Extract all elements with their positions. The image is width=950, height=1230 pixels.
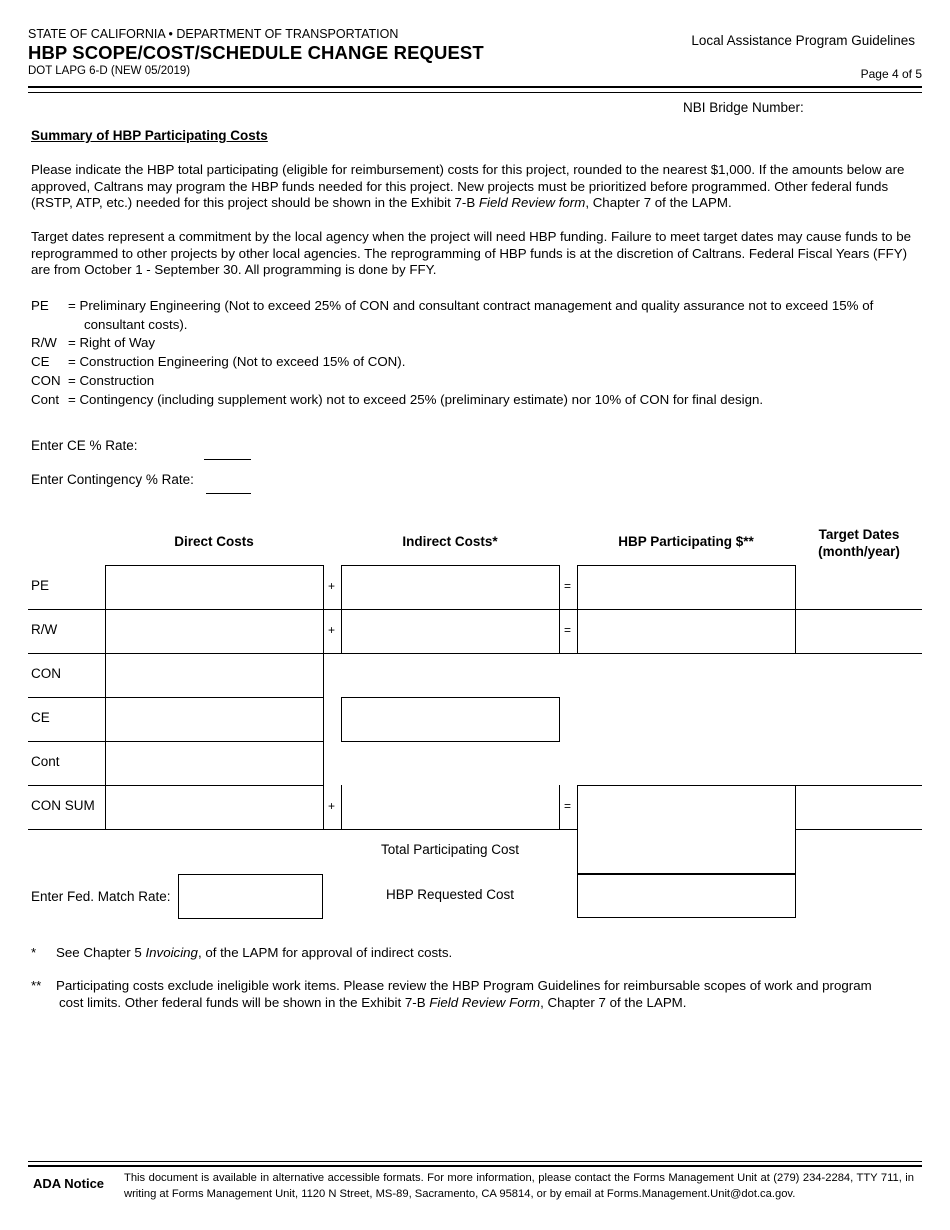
pe-direct-cost-field[interactable]	[106, 566, 323, 609]
con-sum-hbp-participating-field[interactable]	[578, 786, 795, 829]
indirect-costs-header: Indirect Costs*	[402, 534, 498, 549]
ce-indirect-cost-field[interactable]	[341, 697, 560, 742]
rw-target-date-field[interactable]	[796, 610, 922, 653]
header-rule-thick	[28, 86, 922, 88]
hbp-requested-cost-field[interactable]	[577, 873, 796, 918]
nbi-bridge-number-label: NBI Bridge Number:	[683, 100, 804, 115]
fed-match-rate-label: Enter Fed. Match Rate:	[31, 889, 171, 904]
definition-pe-continued: consultant costs).	[84, 316, 188, 332]
page-number: Page 4 of 5	[860, 67, 922, 81]
plus-sign: +	[328, 799, 336, 813]
contingency-rate-label: Enter Contingency % Rate:	[31, 472, 194, 487]
contingency-rate-field[interactable]	[206, 493, 251, 494]
column-line-direct-right	[323, 565, 324, 829]
agency-name: STATE OF CALIFORNIA • DEPARTMENT OF TRANSPORTATION	[28, 27, 399, 41]
definition-cont: Cont = Contingency (including supplement work) not to exceed 25% (preliminary estimate) nor 10% of CON for final design.	[31, 391, 764, 407]
ada-notice-text: This document is available in alternative accessible formats. For more information, please contact the Forms Management Unit at (279) 234-2284, TTY 711, in writing at Forms Management Unit, 1120 N Street, MS-89, Sacramento, CA 95814, or by email at Forms.Management.Unit@dot.ca.gov.	[124, 1172, 914, 1200]
row-label-con-sum: CON SUM	[31, 798, 95, 813]
header-rule-thin	[28, 92, 922, 93]
equals-sign: =	[564, 623, 572, 637]
footer-rule-thin	[28, 1161, 922, 1162]
plus-sign: +	[328, 623, 336, 637]
section-title: Summary of HBP Participating Costs	[31, 128, 268, 143]
ce-rate-label: Enter CE % Rate:	[31, 438, 138, 453]
form-title: HBP SCOPE/COST/SCHEDULE CHANGE REQUEST	[28, 42, 484, 63]
footnote-indirect-costs: * See Chapter 5 Invoicing, of the LAPM for approval of indirect costs.	[31, 945, 453, 960]
ada-notice-title: ADA Notice	[33, 1176, 105, 1191]
equals-sign: =	[564, 799, 572, 813]
equals-sign: =	[564, 579, 572, 593]
pe-target-date-field[interactable]	[796, 566, 922, 609]
con-sum-indirect-cost-field[interactable]	[342, 786, 559, 829]
hbp-requested-cost-label: HBP Requested Cost	[385, 887, 515, 902]
total-participating-cost-label: Total Participating Cost	[380, 842, 520, 857]
column-line-indirect-right	[559, 565, 560, 653]
total-participating-cost-field[interactable]	[577, 829, 796, 875]
row-label-cont: Cont	[31, 754, 60, 769]
definition-ce: CE = Construction Engineering (Not to exceed 15% of CON).	[31, 354, 406, 370]
row-label-pe: PE	[31, 578, 50, 593]
target-dates-header: Target Dates (month/year)	[818, 527, 900, 559]
footer-rule-thick	[28, 1165, 922, 1167]
hbp-participating-header: HBP Participating $**	[618, 534, 754, 549]
guidelines-label: Local Assistance Program Guidelines	[691, 33, 915, 48]
pe-hbp-participating-field[interactable]	[578, 566, 795, 609]
target-dates-paragraph: Target dates represent a commitment by the local agency when the project will need HBP funding. Failure to meet target dates may cause funds to be reprogrammed to other projects by other local agencies. The reprogramming of HBP funds is at the discretion of Caltrans. Federal Fiscal Years (FFY) are from October 1 - September 30. All programming is done by FFY.	[31, 229, 912, 278]
con-sum-direct-cost-field[interactable]	[106, 786, 323, 829]
form-code: DOT LAPG 6-D (NEW 05/2019)	[28, 65, 191, 77]
rw-hbp-participating-field[interactable]	[578, 610, 795, 653]
definition-rw: R/W = Right of Way	[31, 335, 156, 351]
rw-indirect-cost-field[interactable]	[342, 610, 559, 653]
definition-pe: PE = Preliminary Engineering (Not to exceed 25% of CON and consultant contract management and quality assurance not to exceed 15% of	[31, 298, 874, 313]
ce-direct-cost-field[interactable]	[106, 698, 323, 741]
definitions-list	[31, 297, 921, 409]
row-label-rw: R/W	[31, 622, 58, 637]
row-label-con: CON	[31, 666, 61, 681]
con-sum-target-date-field[interactable]	[796, 786, 922, 829]
direct-costs-header: Direct Costs	[174, 534, 254, 549]
intro-paragraph: Please indicate the HBP total participating (eligible for reimbursement) costs for this project, rounded to the nearest $1,000. If the amounts below are approved, Caltrans may program the HBP funds needed for this project. New projects must be prioritized before programmed. Other federal funds (RSTP, ATP, etc.) needed for this project should be shown in the Exhibit 7-B Field Review form, Chapter 7 of the LAPM.	[31, 162, 905, 211]
column-line-indirect-right	[559, 785, 560, 829]
footnote-participating-costs: ** Participating costs exclude ineligible work items. Please review the HBP Program Guidelines for reimbursable scopes of work and program cost limits. Other federal funds will be shown in the Exhibit 7-B Field Review Form, Chapter 7 of the LAPM.	[31, 978, 872, 1010]
plus-sign: +	[328, 579, 336, 593]
fed-match-rate-field[interactable]	[178, 874, 323, 919]
row-label-ce: CE	[31, 710, 50, 725]
pe-indirect-cost-field[interactable]	[342, 566, 559, 609]
cont-direct-cost-field[interactable]	[106, 742, 323, 785]
ce-rate-field[interactable]	[204, 459, 251, 460]
con-direct-cost-field[interactable]	[106, 654, 323, 697]
rw-direct-cost-field[interactable]	[106, 610, 323, 653]
definition-con: CON = Construction	[31, 372, 155, 388]
